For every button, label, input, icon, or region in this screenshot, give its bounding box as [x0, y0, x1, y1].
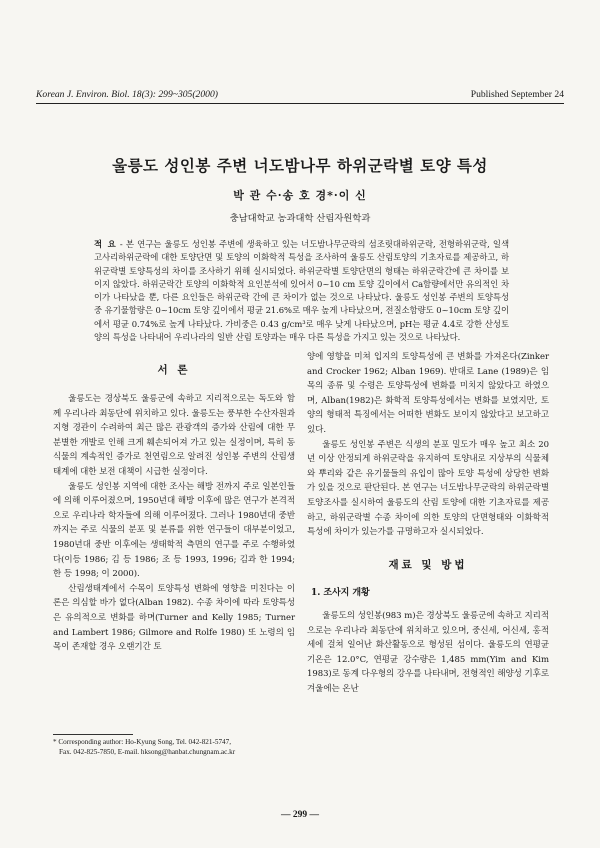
body-paragraph: 울릉도는 경상북도 울릉군에 속하고 지리적으로는 독도와 함께 우리나라 최동단에 위치하고 있다. 울릉도는 풍부한 수산자원과 지형 경관이 수려하여 최근 많은 관광객의 증가와 산림에 대한 무분별한 개발로 인해 크게 훼손되어져 가고 있는 실정이며, 특히 동식물의 계속적인 증가로 천연림으로 알려진 성인봉 주변의 산림생태계에 대한 보전 대책이 시급한 실정이다. [53, 394, 295, 477]
author-list: 박 관 수·송 호 경*·이 신 [233, 189, 367, 202]
right-column [307, 350, 549, 696]
body-paragraph: 울릉도의 성인봉(983 m)은 경상북도 울릉군에 속하고 지리적으로는 우리나라 최동단에 위치하고 있으며, 중신세, 어신세, 홍적세에 걸쳐 일어난 화산활동으로 형성된 섬이다. 울릉도의 연평균 기온은 12.0°C, 연평균 강수량은 1,485 mm(Yim and Kim 1983)로 동계 다우형의 강우를 나타내며, 전형적인 해양성 기후로 겨울에는 온난 [307, 610, 549, 694]
affiliation: 충남대학교 농과대학 산림자원학과 [229, 213, 371, 224]
left-column [53, 392, 295, 655]
header-rule [36, 103, 564, 104]
footnote-line: Fax. 042-825-7850, E-mail. hksong@hanbat.chungnam.ac.kr [59, 747, 236, 756]
body-paragraph: 울릉도 성인봉 주변은 식생의 분포 밀도가 매우 높고 최소 20년 이상 안정되게 하위군락을 유지하여 토양내로 지상부의 식물체와 뿌리와 같은 유기물들의 유입이 많아 토양 특성에 상당한 변화가 있을 것으로 판단된다. 본 연구는 너도밤나무군락의 하위군락별 토양조사를 실시하여 울릉도의 산림 토양에 대한 기초자료를 제공하고, 하위군락별 수종 차이에 의한 토양의 단면형태와 이화학적 특성에 차이가 있는가를 규명하고자 실시되었다. [307, 439, 549, 538]
page-number: — 299 — [281, 810, 319, 820]
paper-title: 울릉도 성인봉 주변 너도밤나무 하위군락별 토양 특성 [112, 156, 488, 175]
abstract-text: - 본 연구는 울릉도 성인봉 주변에 생육하고 있는 너도밤나무군락의 섬조릿대하위군락, 전형하위군락, 일색고사리하위군락에 대한 토양단면 및 토양의 이화학적 특성을 조사하여 울릉도 산림토양의 기초자료를 제공하고, 하위군락별 토양특성의 차이를 조사하기 위해 실시되었다. 하위군락별 토양단면의 형태는 하위군락간에 큰 차이를 보이지 않았다. 하위군락간 토양의 이화학적 요인분석에 있어서 0~10 cm 토양 깊이에서 Ca함량에서만 유의적인 차이가 나타났을 뿐, 다른 요인들은 하위군락 간에 큰 차이가 없는 것으로 나타났다. 울릉도 성인봉 주변의 토양특성 중 유기물함량은 0~10cm 토양 깊이에서 평균 21.6%로 매우 높게 나타났으며, 전질소함량도 0~10cm 토양 깊이에서 평균 0.74%로 높게 나타났다. 가비중은 0.43 g/cm³로 매우 낮게 나타났으며, pH는 평균 4.4로 강한 산성토양의 특성을 나타내어 우리나라의 일반 산림 토양과는 매우 다른 특성을 가지고 있는 것으로 나타났다. [94, 239, 510, 343]
footnote-rule [53, 734, 133, 735]
subsection-heading: 1. 조사지 개황 [311, 588, 370, 599]
footnote-line: * Corresponding author: Ho-Kyung Song, Tel. 042-821-5747, [53, 738, 232, 746]
body-paragraph: 양에 영향을 미쳐 입지의 토양특성에 큰 변화를 가져온다(Zinker and Crocker 1962; Alban 1969). 반대로 Lane (1989)은 임목의 종류 및 수령은 토양특성에 변화를 미치지 않았다고 하였으며, Alban(1982)은 화학적 토양특성에서는 변화를 보였지만, 토양의 형태적 특징에서는 어떠한 변화도 보이지 않았다고 보고하고 있다. [307, 352, 549, 435]
journal-citation: Korean J. Environ. Biol. 18(3): 299~305(2000) [36, 88, 218, 100]
running-header [36, 88, 564, 100]
published-date: Published September 24 [470, 88, 564, 100]
abstract [94, 238, 509, 344]
body-paragraph: 울릉도 성인봉 지역에 대한 조사는 해방 전까지 주로 일본인들에 의해 이루어졌으며, 1950년대 해방 이후에 많은 연구가 본격적으로 우리나라 학자들에 의해 이루어졌다. 그러나 1980년대 중반까지는 주로 식물의 분포 및 분류를 위한 연구들이 대부분이었고, 1980년대 중반 이후에는 생태학적 측면의 연구를 주로 수행하였다(이등 1986; 김 등 1986; 조 등 1993, 1996; 김과 한 1994; 한 등 1998; 이 2000). [53, 481, 295, 580]
methods-heading: 재료 및 방법 [388, 558, 468, 571]
abstract-label: 적 요 [94, 239, 117, 249]
body-paragraph: 산림생태계에서 수목이 토양특성 변화에 영향을 미친다는 이론은 의심할 바가 없다(Alban 1982). 수종 차이에 따라 토양특성은 유의적으로 변화를 하며(Turner and Kelly 1985; Turner and Lambert 1986; Gilmore and Rolfe 1980) 또 노령의 임목이 존재할 경우 오랜기간 토 [53, 583, 295, 653]
intro-heading: 서 론 [157, 364, 191, 376]
footnote [53, 738, 303, 757]
